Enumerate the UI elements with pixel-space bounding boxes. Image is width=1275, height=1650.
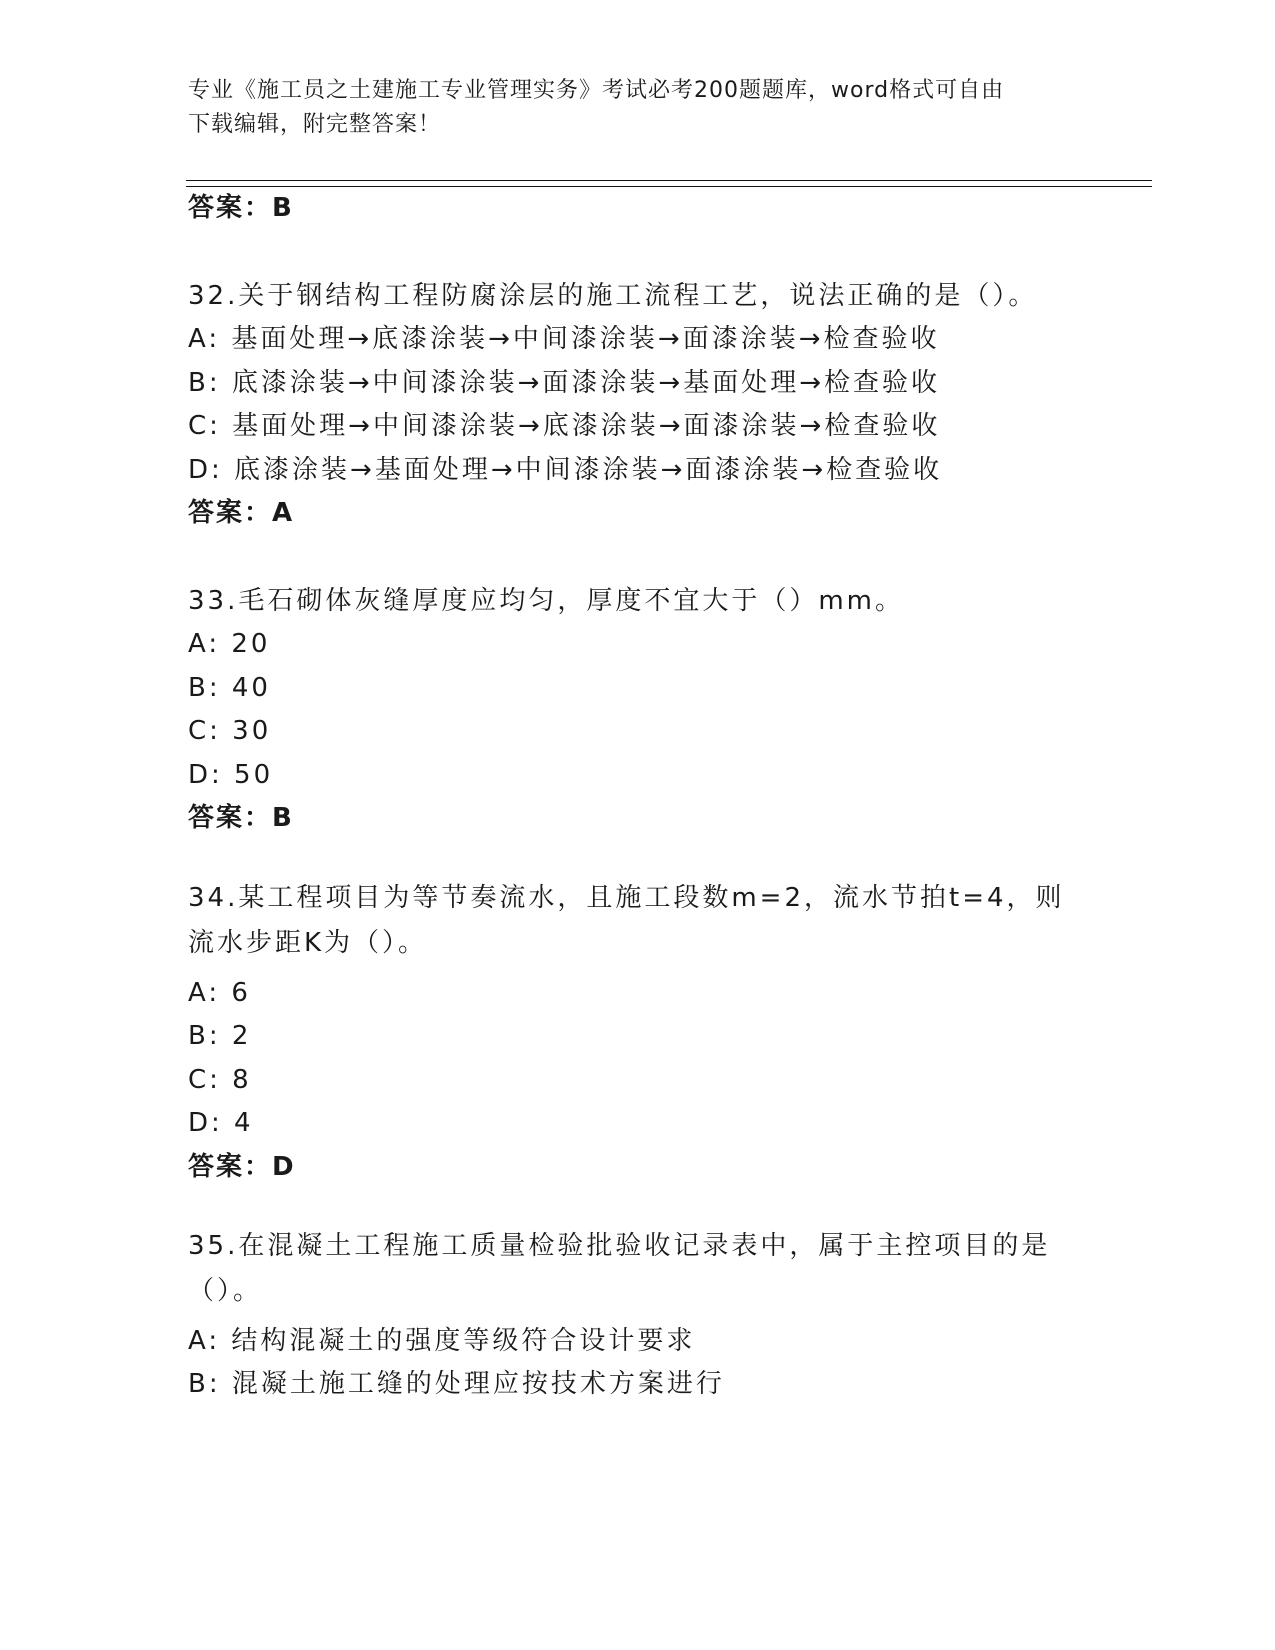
- header-line-1: 专业《施工员之土建施工专业管理实务》考试必考200题题库，word格式可自由: [188, 78, 1005, 103]
- question-34-text: 34.某工程项目为等节奏流水，且施工段数m=2，流水节拍t=4，则流水步距K为（）。: [188, 883, 1065, 958]
- question-35-option-b: B: 混凝土施工缝的处理应按技术方案进行: [188, 1369, 725, 1399]
- question-33-option-d: D: 50: [188, 760, 274, 790]
- question-34-option-d: D: 4: [188, 1108, 254, 1138]
- question-35-text: 35.在混凝土工程施工质量检验批验收记录表中，属于主控项目的是（）。: [188, 1231, 1051, 1306]
- question-32-option-d: D: 底漆涂装→基面处理→中间漆涂装→面漆涂装→检查验收: [188, 455, 943, 485]
- question-33-text: 33.毛石砌体灰缝厚度应均匀，厚度不宜大于（）mm。: [188, 586, 905, 616]
- question-33-option-a: A: 20: [188, 629, 271, 659]
- header-rule-bottom: [186, 186, 1152, 187]
- question-32-option-a: A: 基面处理→底漆涂装→中间漆涂装→面漆涂装→检查验收: [188, 324, 940, 354]
- question-32-text: 32.关于钢结构工程防腐涂层的施工流程工艺，说法正确的是（）。: [188, 281, 1038, 311]
- document-header: [188, 74, 1088, 142]
- header-line-2: 下载编辑，附完整答案！: [188, 112, 442, 137]
- question-33-option-b: B: 40: [188, 673, 271, 703]
- question-32-answer: 答案：A: [188, 498, 295, 528]
- question-34-answer: 答案：D: [188, 1152, 296, 1182]
- question-33-option-c: C: 30: [188, 716, 272, 746]
- question-32-option-b: B: 底漆涂装→中间漆涂装→面漆涂装→基面处理→检查验收: [188, 368, 941, 398]
- question-33-answer: 答案：B: [188, 803, 294, 833]
- question-34-option-c: C: 8: [188, 1065, 252, 1095]
- question-35-option-a: A: 结构混凝土的强度等级符合设计要求: [188, 1326, 696, 1356]
- question-34-option-a: A: 6: [188, 978, 251, 1008]
- question-32-option-c: C: 基面处理→中间漆涂装→底漆涂装→面漆涂装→检查验收: [188, 411, 941, 441]
- question-34-option-b: B: 2: [188, 1021, 252, 1051]
- header-rule-top: [186, 180, 1152, 181]
- previous-answer: 答案：B: [188, 193, 294, 223]
